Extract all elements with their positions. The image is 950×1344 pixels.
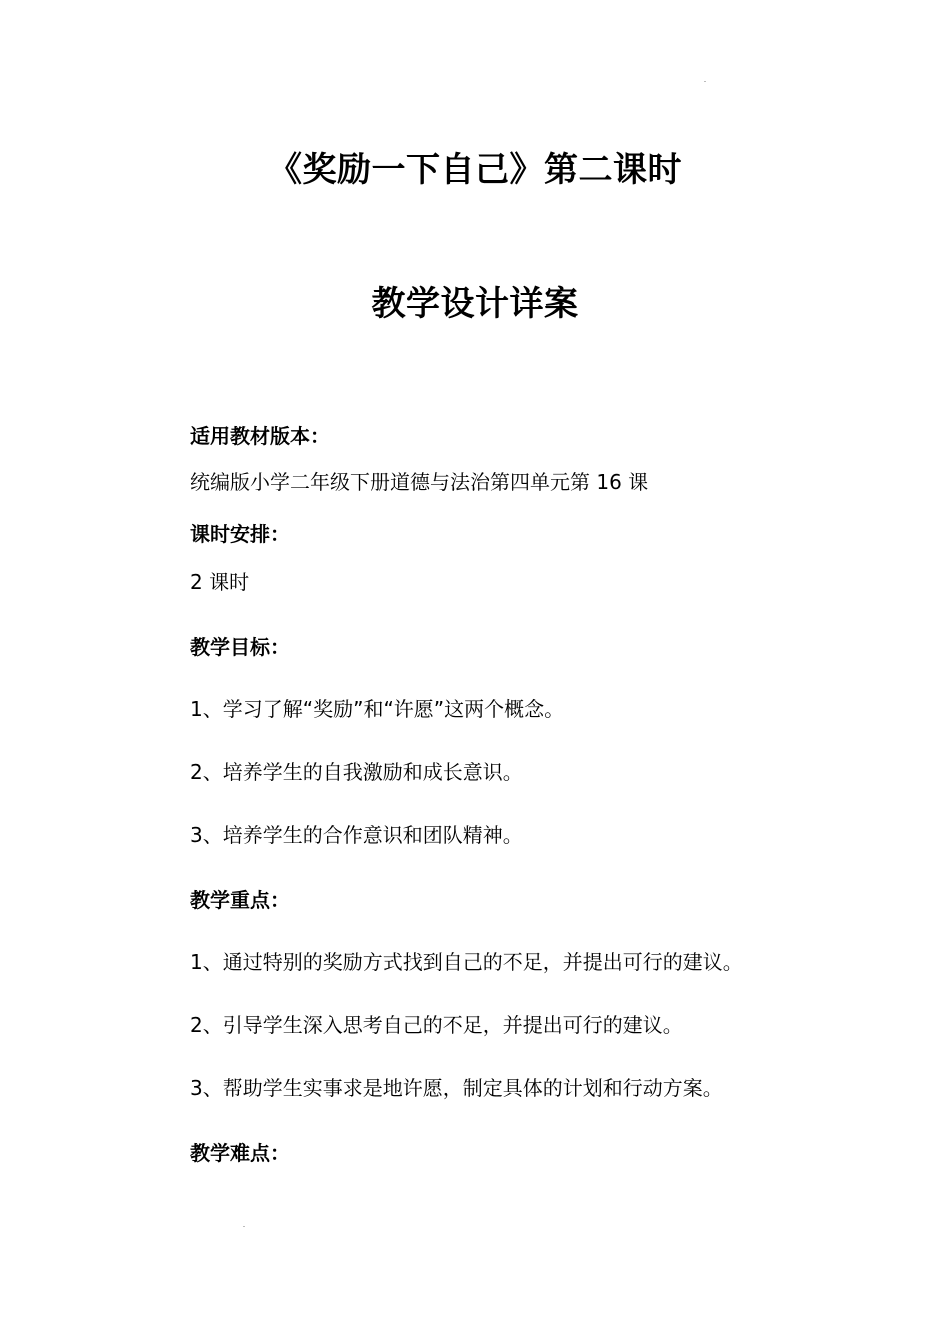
key-point-item: 3、帮助学生实事求是地许愿，制定具体的计划和行动方案。 bbox=[190, 1076, 723, 1100]
key-point-item: 1、通过特别的奖励方式找到自己的不足，并提出可行的建议。 bbox=[190, 950, 743, 974]
scan-speck bbox=[243, 1226, 245, 1227]
objectives-label: 教学目标： bbox=[190, 635, 290, 659]
document-title: 《奖励一下自己》第二课时 bbox=[268, 150, 682, 190]
edition-value: 统编版小学二年级下册道德与法治第四单元第 16 课 bbox=[190, 470, 649, 494]
schedule-value: 2 课时 bbox=[190, 570, 250, 594]
schedule-label: 课时安排： bbox=[190, 522, 290, 546]
key-points-label: 教学重点： bbox=[190, 888, 290, 912]
document-subtitle: 教学设计详案 bbox=[371, 284, 579, 324]
edition-label: 适用教材版本： bbox=[190, 424, 330, 448]
key-point-item: 2、引导学生深入思考自己的不足，并提出可行的建议。 bbox=[190, 1013, 683, 1037]
scan-speck bbox=[704, 81, 706, 82]
objective-item: 1、学习了解“奖励”和“许愿”这两个概念。 bbox=[190, 697, 565, 721]
difficulties-label: 教学难点： bbox=[190, 1141, 290, 1165]
objective-item: 3、培养学生的合作意识和团队精神。 bbox=[190, 823, 523, 847]
objective-item: 2、培养学生的自我激励和成长意识。 bbox=[190, 760, 523, 784]
